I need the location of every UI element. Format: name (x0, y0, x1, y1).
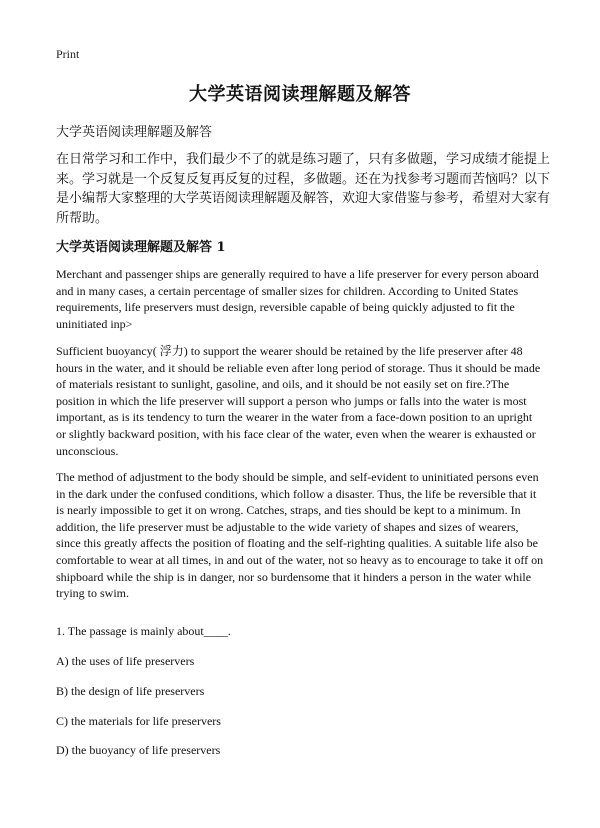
answer-option-b: B) the design of life preservers (56, 684, 205, 698)
section-heading: 大学英语阅读理解题及解答 1 (56, 240, 226, 255)
intro-paragraph: 在日常学习和工作中，我们最少不了的就是练习题了，只有多做题，学习成绩才能提上来。学习就是一个反复反复再反复的过程，多做题。还在为找参考习题而苦恼吗？以下是小编帮大家整理的大学英语阅读理解题及解答，欢迎大家借鉴与参考，希望对大家有所帮助。 (56, 152, 551, 226)
question-1: 1. The passage is mainly about____. (56, 624, 231, 638)
passage-paragraph-3: The method of adjustment to the body should be simple, and self-evident to uninitiated persons even in the dark under the confused conditions, which follow a disaster. Thus, the life be reversible that it is nearly impossible to get it on wrong. Catches, straps, and ties should be kept to a minimum. In addition, the life preserver must be adjustable to the wide variety of shapes and sizes of wearers, since this greatly affects the position of floating and the self-righting qualities. A suitable life also be comfortable to wear at all times, in and out of the water, not so heavy as to encourage to take it off on shipboard while the ship is in danger, nor so burdensome that it hinders a person in the water while trying to swim. (56, 470, 544, 601)
passage-paragraph-1: Merchant and passenger ships are generally required to have a life preserver for every person aboard and in many cases, a certain percentage of smaller sizes for children. According to United States requirements, life preservers must design, reversible capable of being quickly adjusted to fit the uninitiated inp> (56, 267, 539, 331)
answer-option-a: A) the uses of life preservers (56, 654, 195, 668)
passage-paragraph-2: Sufficient buoyancy( 浮力) to support the wearer should be retained by the life preserver after 48 hours in the water, and it should be reliable even after long period of storage. Thus it should be made of materials resistant to sunlight, gasoline, and oils, and it should be not easily set on fire.?The position in which the life preserver will support a person who jumps or falls into the water is most important, as is its tendency to turn the wearer in the water from a face-down position to an upright or slightly backward position, with his face clear of the water, even when the wearer is exhausted or unconscious. (56, 344, 541, 458)
document-subtitle: 大学英语阅读理解题及解答 (56, 125, 213, 140)
answer-option-d: D) the buoyancy of life preservers (56, 743, 221, 757)
answer-option-c: C) the materials for life preservers (56, 714, 221, 728)
print-link[interactable]: Print (56, 47, 80, 61)
page-title: 大学英语阅读理解题及解答 (189, 84, 411, 105)
